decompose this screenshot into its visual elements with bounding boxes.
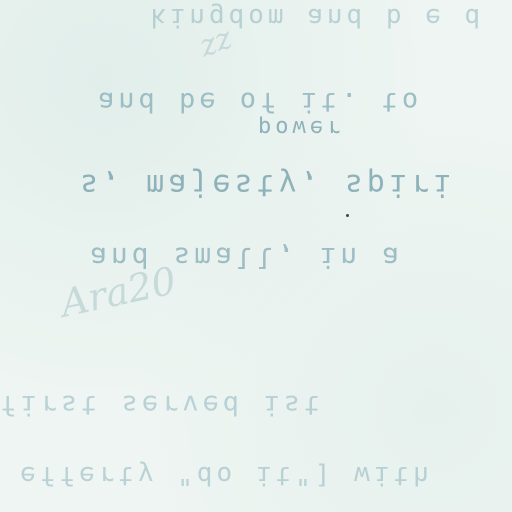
ink-speck	[346, 214, 349, 217]
text-line-6: first served ist	[0, 389, 325, 420]
handwritten-mark: zz	[194, 20, 237, 65]
text-line-2: and be of it. to	[98, 86, 423, 117]
text-line-1: kingdom and b e d	[150, 2, 485, 32]
handwritten-mark: Ara20	[56, 258, 180, 326]
text-line-4: s, majesty, spiri	[80, 167, 456, 202]
text-line-5: and small, in a	[90, 241, 403, 274]
text-line-3: power	[258, 115, 345, 140]
text-line-7: efferty "do it"] with	[20, 460, 433, 490]
